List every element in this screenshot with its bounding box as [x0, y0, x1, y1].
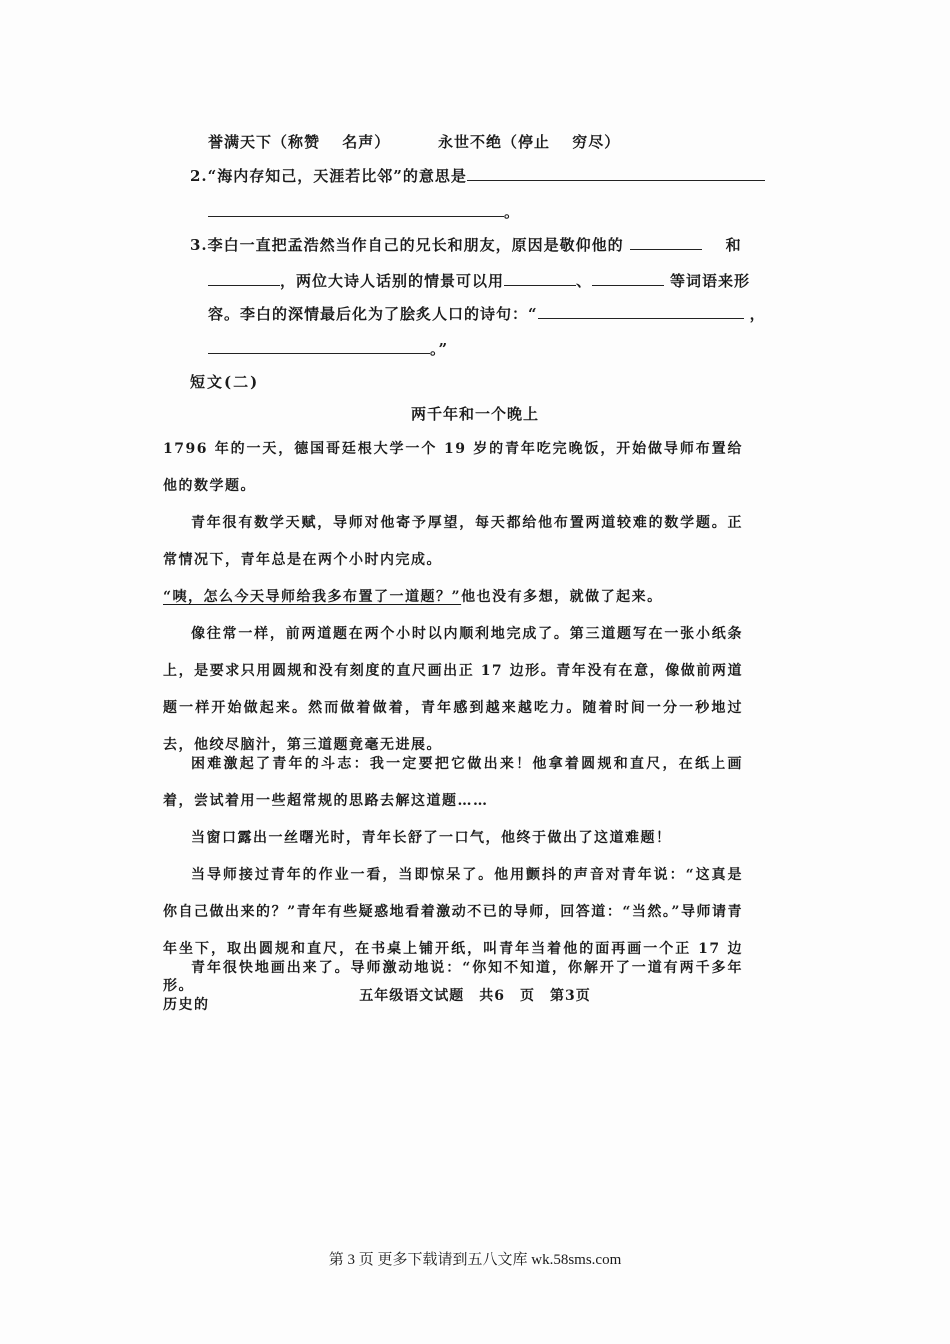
question-2-line: [190, 165, 765, 186]
answer-blank[interactable]: [208, 352, 430, 354]
paragraph-7: 当导师接过青年的作业一看，当即惊呆了。他用颤抖的声音对青年说：“这真是你自己做出来的？”青年有些疑惑地看着激动不已的导师，回答道：“当然。”导师请青年坐下，取出圆规和直尺，在书桌上铺开纸，叫青年当着他的面再画一个正 17 边形。: [163, 867, 743, 994]
question-3-text: 等词语来形: [670, 272, 751, 290]
answer-blank[interactable]: [630, 248, 702, 250]
period-mark: 。: [504, 203, 521, 221]
paragraph-4: 像往常一样，前两道题在两个小时以内顺利地完成了。第三道题写在一张小纸条上，是要求只用圆规和没有刻度的直尺画出正 17 边形。青年没有在意，像做前两道题一样开始做起来。然而做着做着，青年感到越来越吃力。随着时间一分一秒地过去，他绞尽脑汁，第三道题竟毫无进展。: [163, 626, 743, 753]
paragraph-5: 困难激起了青年的斗志：我一定要把它做出来！他拿着圆规和直尺，在纸上画着，尝试着用一些超常规的思路去解这道题……: [163, 756, 743, 809]
source-footer: 第 3 页 更多下载请到五八文库 wk.58sms.com: [328, 1252, 622, 1268]
vocab-item-left: 誉满天下（称赞 名声）: [208, 133, 391, 151]
section-label: 短文(二): [190, 373, 260, 391]
question-2-prompt: 2.“海内存知己，天涯若比邻”的意思是: [190, 167, 467, 185]
conjunction-text: 和: [725, 236, 742, 254]
answer-blank[interactable]: [467, 179, 765, 181]
article-title: 两千年和一个晚上: [410, 405, 539, 423]
question-3-line-2: [208, 270, 750, 291]
separator-mark: 、: [576, 272, 593, 290]
answer-blank[interactable]: [208, 215, 504, 217]
question-3-text: 容。李白的深情最后化为了脍炙人口的诗句：“: [208, 305, 538, 323]
question-3-prompt: 3.李白一直把孟浩然当作自己的兄长和朋友，原因是敬仰他的: [190, 236, 624, 254]
comma-mark: ，: [749, 305, 766, 323]
question-2-line-2: [208, 201, 520, 222]
paragraph-3: [163, 579, 743, 616]
question-3-line-4: [208, 338, 448, 359]
vocab-item-right: 永世不绝（停止 穷尽）: [438, 133, 621, 151]
page-footer: 五年级语文试题 共6 页 第3页: [359, 988, 591, 1004]
paragraph-1: 1796 年的一天，德国哥廷根大学一个 19 岁的青年吃完晚饭，开始做导师布置给他的数学题。: [163, 441, 743, 494]
question-3-line-3: [208, 303, 766, 324]
answer-blank[interactable]: [504, 284, 576, 286]
answer-blank[interactable]: [208, 284, 280, 286]
answer-blank[interactable]: [592, 284, 664, 286]
paragraph-6: 当窗口露出一丝曙光时，青年长舒了一口气，他终于做出了这道难题！: [191, 830, 672, 846]
question-3-text: ，两位大诗人话别的情景可以用: [280, 272, 505, 290]
answer-blank[interactable]: [538, 317, 744, 319]
closing-mark: 。”: [430, 340, 449, 358]
question-3-line-1: [190, 234, 742, 255]
paragraph-3-rest: 他也没有多想，就做了起来。: [461, 589, 663, 605]
paragraph-8: 青年很快地画出来了。导师激动地说：“你知不知道，你解开了一道有两千多年历史的: [163, 960, 743, 1013]
paragraph-2: 青年很有数学天赋，导师对他寄予厚望，每天都给他布置两道较难的数学题。正常情况下，青年总是在两个小时内完成。: [163, 515, 743, 568]
quoted-question: “咦，怎么今天导师给我多布置了一道题？”: [163, 589, 462, 605]
